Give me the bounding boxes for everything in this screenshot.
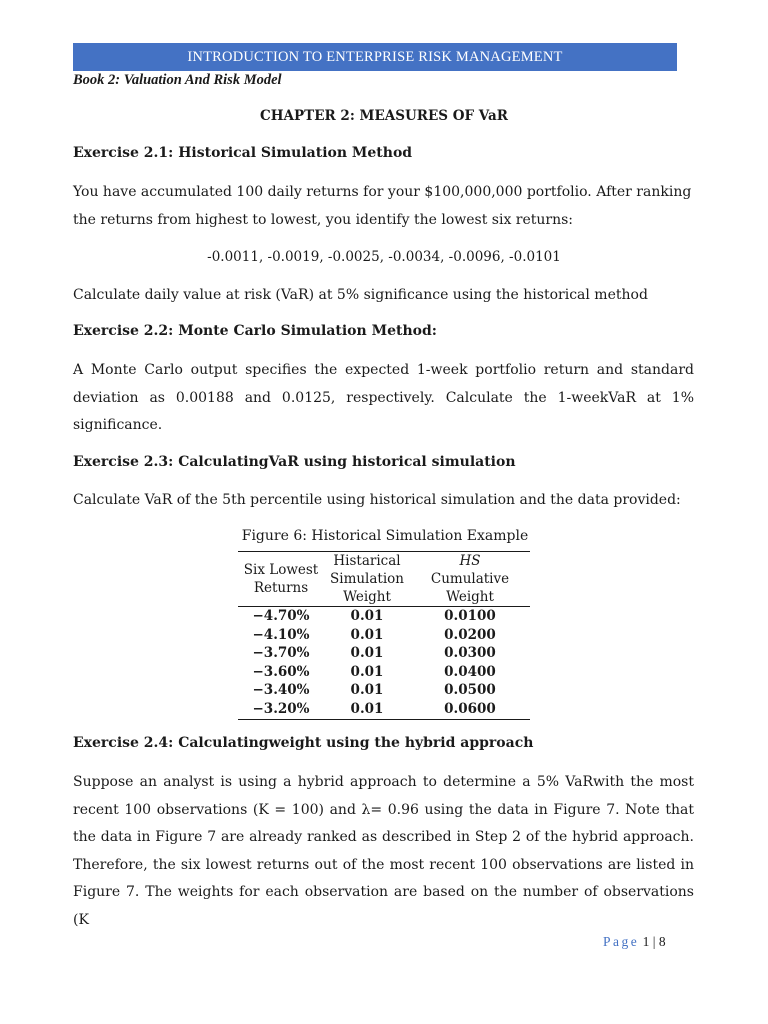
exercise-2-1-body [73,179,694,234]
page-number: 1 [642,934,650,949]
table-row [238,663,530,682]
header-hs-cumulative-weight: HS Cumulative Weight [430,553,510,605]
exercise-2-4-line5: Figure 7. The weights for each observation are based on the number of observations (K [73,884,694,928]
table-row [238,626,530,645]
weight-cell: 0.01 [350,663,384,680]
chapter-title: CHAPTER 2: MEASURES OF VaR [260,108,508,124]
exercise-2-1-returns: -0.0011, -0.0019, -0.0025, -0.0034, -0.0096, -0.0101 [207,249,561,265]
exercise-2-4-line1: Suppose an analyst is using a hybrid approach to determine a 5% VaRwith the most [73,774,694,790]
figure-6-caption: Figure 6: Historical Simulation Example [241,528,529,544]
cumulative-weight-cell: 0.0300 [444,645,496,662]
table-row [238,700,530,719]
return-cell: −3.60% [252,663,310,680]
table-header-row [238,552,530,607]
weight-cell: 0.01 [350,608,384,624]
cumulative-weight-cell: 0.0200 [444,626,496,643]
header-banner: INTRODUCTION TO ENTERPRISE RISK MANAGEMENT [73,43,677,71]
header-historical-simulation-weight: Histarical Simulation Weight [330,553,404,605]
cumulative-weight-cell: 0.0500 [444,682,496,699]
table-row [238,681,530,700]
page-total: 8 [658,934,666,949]
exercise-2-2-body: A Monte Carlo output specifies the expected 1-week portfolio return and standard deviation as 0.00188 and 0.0125, respectively. Calculate the 1-weekVaR at 1% significance. [73,362,694,433]
return-cell: −3.40% [252,682,310,699]
header-six-lowest-returns: Six Lowest Returns [243,562,319,596]
exercise-2-4-line3: the data in Figure 7 are already ranked as described in Step 2 of the hybrid approach. [73,829,694,845]
exercise-2-4-body [73,769,694,934]
table-row [238,644,530,663]
weight-cell: 0.01 [350,700,384,717]
cumulative-weight-cell: 0.0400 [444,663,496,680]
weight-cell: 0.01 [350,626,384,643]
return-cell: −4.10% [252,626,310,643]
weight-cell: 0.01 [350,645,384,662]
cumulative-weight-cell: 0.0600 [444,700,496,717]
exercise-2-4-line2: recent 100 observations (K = 100) and λ= 0.96 using the data in Figure 7. Note that [73,801,694,818]
exercise-2-3-body: Calculate VaR of the 5th percentile using historical simulation and the data provided: [73,492,681,508]
page-footer [603,934,666,950]
exercise-2-1-body-line1: You have accumulated 100 daily returns for your $100,000,000 portfolio. After ranking [73,184,692,200]
return-cell: −3.20% [252,700,310,717]
exercise-2-1-body-line2: the returns from highest to lowest, you identify the lowest six returns: [73,211,574,228]
page-separator: | [649,934,659,949]
return-cell: −3.70% [252,645,310,662]
page-label: Page [603,934,640,949]
weight-cell: 0.01 [350,682,384,699]
exercise-2-3-title: Exercise 2.3: CalculatingVaR using historical simulation [73,454,516,470]
historical-simulation-table [238,551,530,720]
table-row [238,607,530,626]
book-subtitle: Book 2: Valuation And Risk Model [73,72,282,88]
return-cell: −4.70% [252,608,310,624]
exercise-2-4-title: Exercise 2.4: Calculatingweight using the hybrid approach [73,735,534,751]
cumulative-weight-cell: 0.0100 [444,608,496,624]
exercise-2-1-question: Calculate daily value at risk (VaR) at 5% significance using the historical method [73,287,648,303]
exercise-2-1-title: Exercise 2.1: Historical Simulation Method [73,145,413,161]
exercise-2-2-title: Exercise 2.2: Monte Carlo Simulation Method: [73,323,437,339]
exercise-2-4-line4: Therefore, the six lowest returns out of the most recent 100 observations are listed in [73,856,694,873]
